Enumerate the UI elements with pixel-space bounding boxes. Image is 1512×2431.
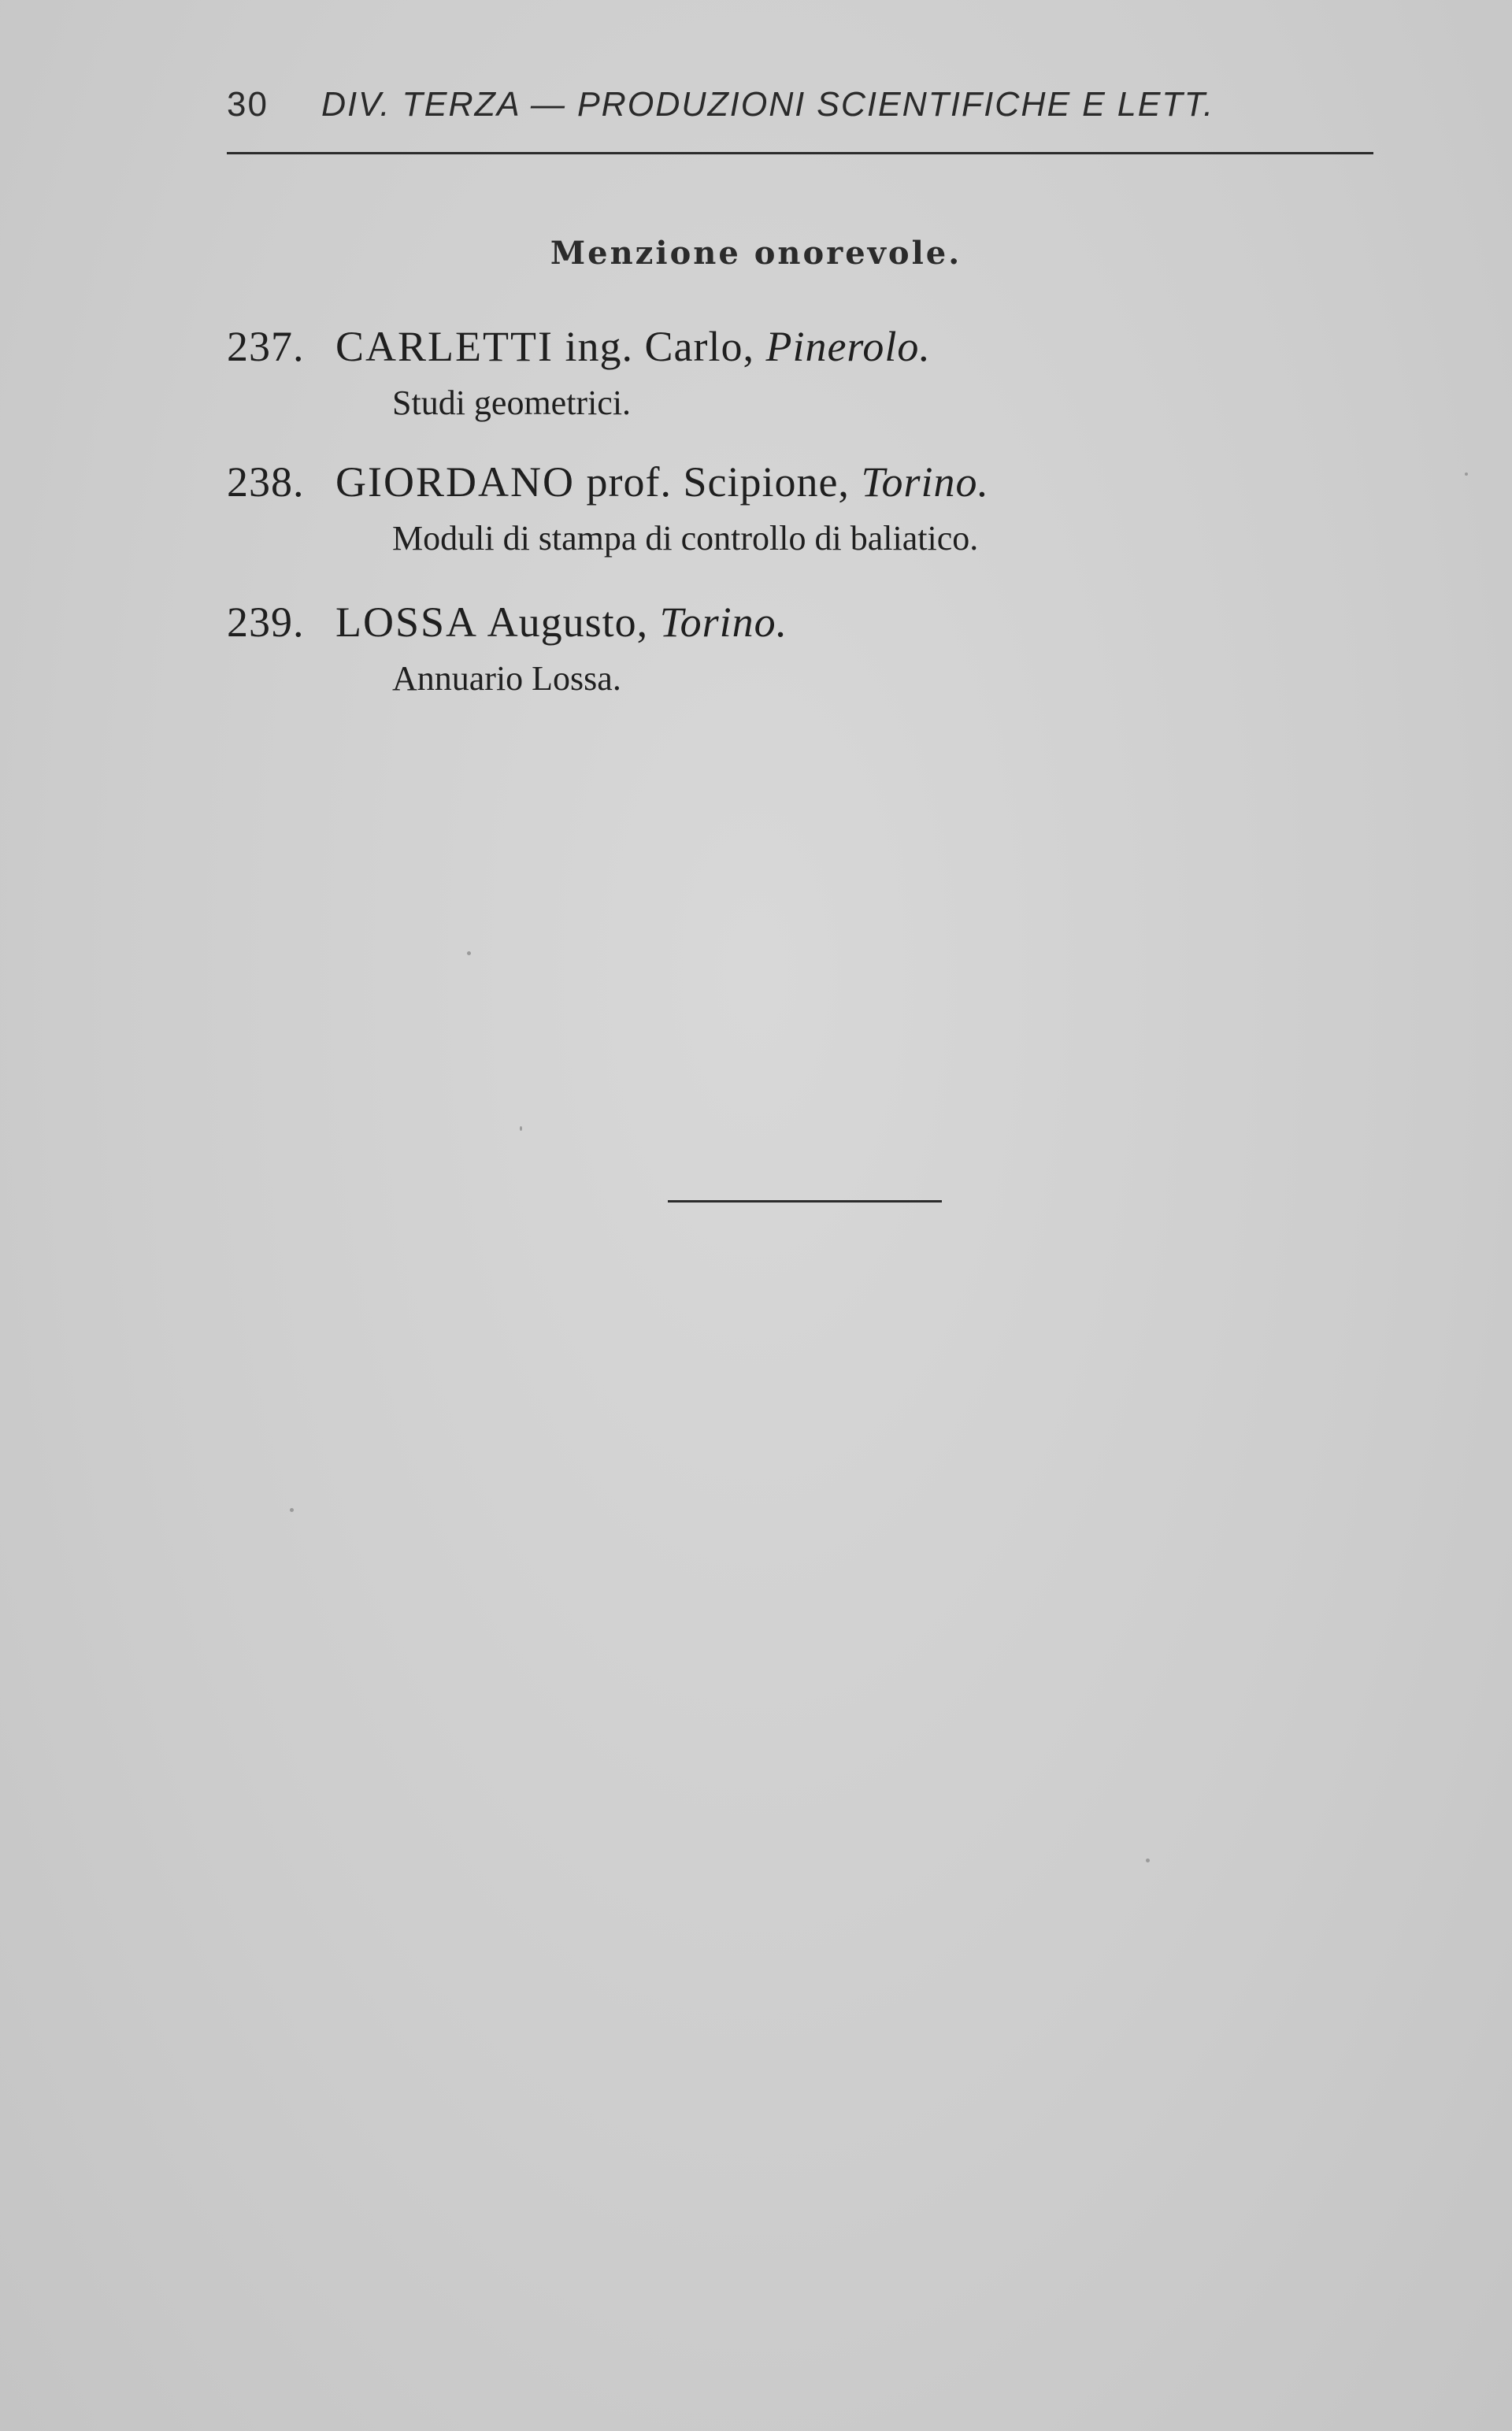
entry-number: 238. — [227, 458, 305, 506]
entry-name: ing. Carlo, — [565, 323, 754, 370]
paper-speck — [1465, 472, 1468, 476]
list-item — [227, 457, 1408, 561]
page-number: 30 — [227, 85, 269, 124]
paper-speck — [1146, 1858, 1150, 1862]
entry-surname: LOSSA — [335, 598, 479, 646]
entry-title-line — [227, 321, 1408, 372]
paper-speck — [290, 1508, 294, 1512]
paper-speck — [520, 1126, 522, 1131]
entry-surname: CARLETTI — [335, 323, 554, 370]
entry-description: Moduli di stampa di controllo di baliatico. — [392, 519, 979, 558]
running-head — [227, 85, 1377, 132]
entry-city: Torino. — [659, 598, 788, 646]
entry-name: Augusto, — [487, 598, 649, 646]
entry-number: 239. — [227, 598, 305, 646]
list-item — [227, 321, 1408, 425]
entry-title-line — [227, 457, 1408, 507]
entry-description: Annuario Lossa. — [392, 659, 621, 698]
paper-speck — [467, 951, 471, 955]
running-title: DIV. TERZA — PRODUZIONI SCIENTIFICHE E LETT. — [321, 85, 1215, 124]
entry-city: Torino. — [861, 458, 990, 506]
list-item — [227, 597, 1408, 701]
section-heading: Menzione onorevole. — [550, 235, 962, 272]
entry-title-line — [227, 597, 1408, 647]
end-rule — [668, 1200, 942, 1203]
entry-city: Pinerolo. — [765, 323, 931, 370]
entry-name: prof. Scipione, — [586, 458, 850, 506]
entry-description: Studi geometrici. — [392, 384, 632, 422]
entry-number: 237. — [227, 323, 305, 370]
entry-surname: GIORDANO — [335, 458, 575, 506]
header-rule — [227, 152, 1373, 154]
